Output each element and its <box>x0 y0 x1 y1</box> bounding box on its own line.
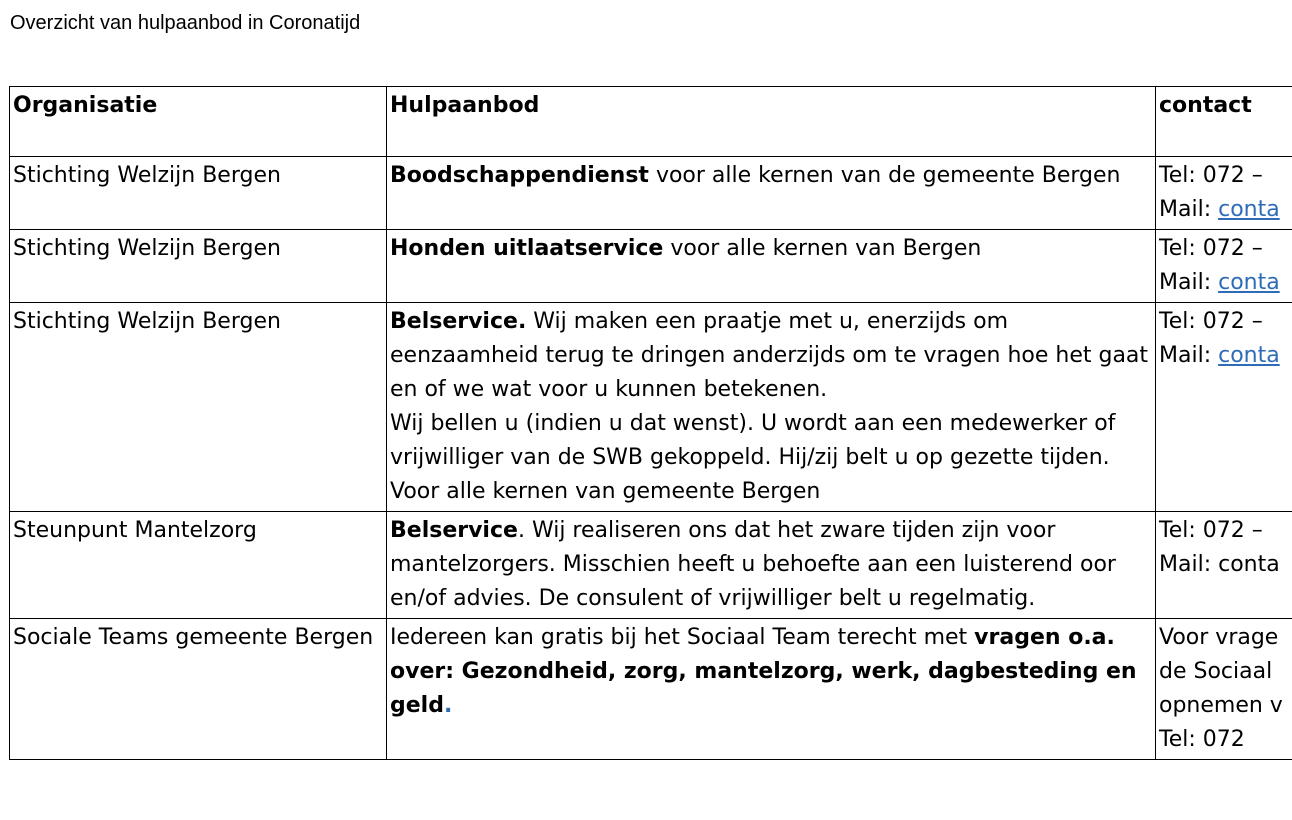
contact-mail-text: Mail: conta <box>1159 552 1280 577</box>
offer-end: . <box>443 693 453 718</box>
contact-line-2: de Sociaal <box>1159 659 1273 684</box>
header-contact: contact <box>1156 87 1292 157</box>
help-overview-table <box>9 86 1292 760</box>
offer-description: . Wij realiseren ons dat het zware tijden zijn voor mantelzorgers. Misschien heeft u behoefte aan een luisterend oor en/of advies. De consulent of vrijwilliger belt u regelmatig. <box>390 518 1116 611</box>
contact-mail-label: Mail: <box>1159 270 1219 295</box>
offer-description-3: Voor alle kernen van gemeente Bergen <box>390 479 821 504</box>
contact-line-1: Voor vrage <box>1159 625 1279 650</box>
contact-mail-label: Mail: <box>1159 343 1219 368</box>
cell-contact <box>1156 157 1292 230</box>
contact-mail-link[interactable]: conta <box>1218 270 1280 295</box>
contact-mail-link[interactable]: conta <box>1218 343 1280 368</box>
table-row <box>10 619 1292 760</box>
contact-mail-link[interactable]: conta <box>1218 197 1280 222</box>
table-row <box>10 512 1292 619</box>
contact-line-3: opnemen v <box>1159 693 1283 718</box>
offer-intro: Iedereen kan gratis bij het Sociaal Team terecht met <box>390 625 975 650</box>
contact-tel: Tel: 072 – <box>1159 236 1263 261</box>
cell-hulpaanbod <box>387 157 1156 230</box>
header-hulpaanbod: Hulpaanbod <box>387 87 1156 157</box>
offer-title: Belservice <box>390 518 518 543</box>
contact-tel: Tel: 072 – <box>1159 518 1263 543</box>
cell-contact <box>1156 619 1292 760</box>
contact-tel: Tel: 072 – <box>1159 163 1263 188</box>
offer-title: Belservice. <box>390 309 527 334</box>
header-organisatie: Organisatie <box>10 87 387 157</box>
page-title: Overzicht van hulpaanbod in Coronatijd <box>10 12 361 34</box>
offer-title: vragen o.a. over: Gezondheid, zorg, mantelzorg, werk, dagbesteding en geld <box>390 625 1137 718</box>
contact-tel: Tel: 072 – <box>1159 309 1263 334</box>
contact-mail-label: Mail: <box>1159 197 1219 222</box>
cell-contact <box>1156 230 1292 303</box>
offer-description-2: Wij bellen u (indien u dat wenst). U wordt aan een medewerker of vrijwilliger van de SWB gekoppeld. Hij/zij belt u op gezette tijden. <box>390 411 1116 470</box>
cell-contact <box>1156 512 1292 619</box>
offer-title: Boodschappendienst <box>390 163 649 188</box>
cell-organisatie: Stichting Welzijn Bergen <box>10 157 387 230</box>
table-row <box>10 157 1292 230</box>
cell-hulpaanbod <box>387 303 1156 512</box>
cell-organisatie: Stichting Welzijn Bergen <box>10 230 387 303</box>
cell-hulpaanbod <box>387 619 1156 760</box>
offer-description: Wij maken een praatje met u, enerzijds om eenzaamheid terug te dringen anderzijds om te vragen hoe het gaat en of we wat voor u kunnen betekenen. <box>390 309 1149 402</box>
cell-hulpaanbod <box>387 512 1156 619</box>
offer-description: voor alle kernen van Bergen <box>663 236 982 261</box>
offer-title: Honden uitlaatservice <box>390 236 664 261</box>
cell-hulpaanbod <box>387 230 1156 303</box>
cell-organisatie: Sociale Teams gemeente Bergen <box>10 619 387 760</box>
table-row <box>10 230 1292 303</box>
contact-line-4: Tel: 072 <box>1159 727 1245 752</box>
cell-organisatie: Stichting Welzijn Bergen <box>10 303 387 512</box>
table-header-row <box>10 87 1292 157</box>
cell-contact <box>1156 303 1292 512</box>
cell-organisatie: Steunpunt Mantelzorg <box>10 512 387 619</box>
table-row <box>10 303 1292 512</box>
offer-description: voor alle kernen van de gemeente Bergen <box>648 163 1121 188</box>
